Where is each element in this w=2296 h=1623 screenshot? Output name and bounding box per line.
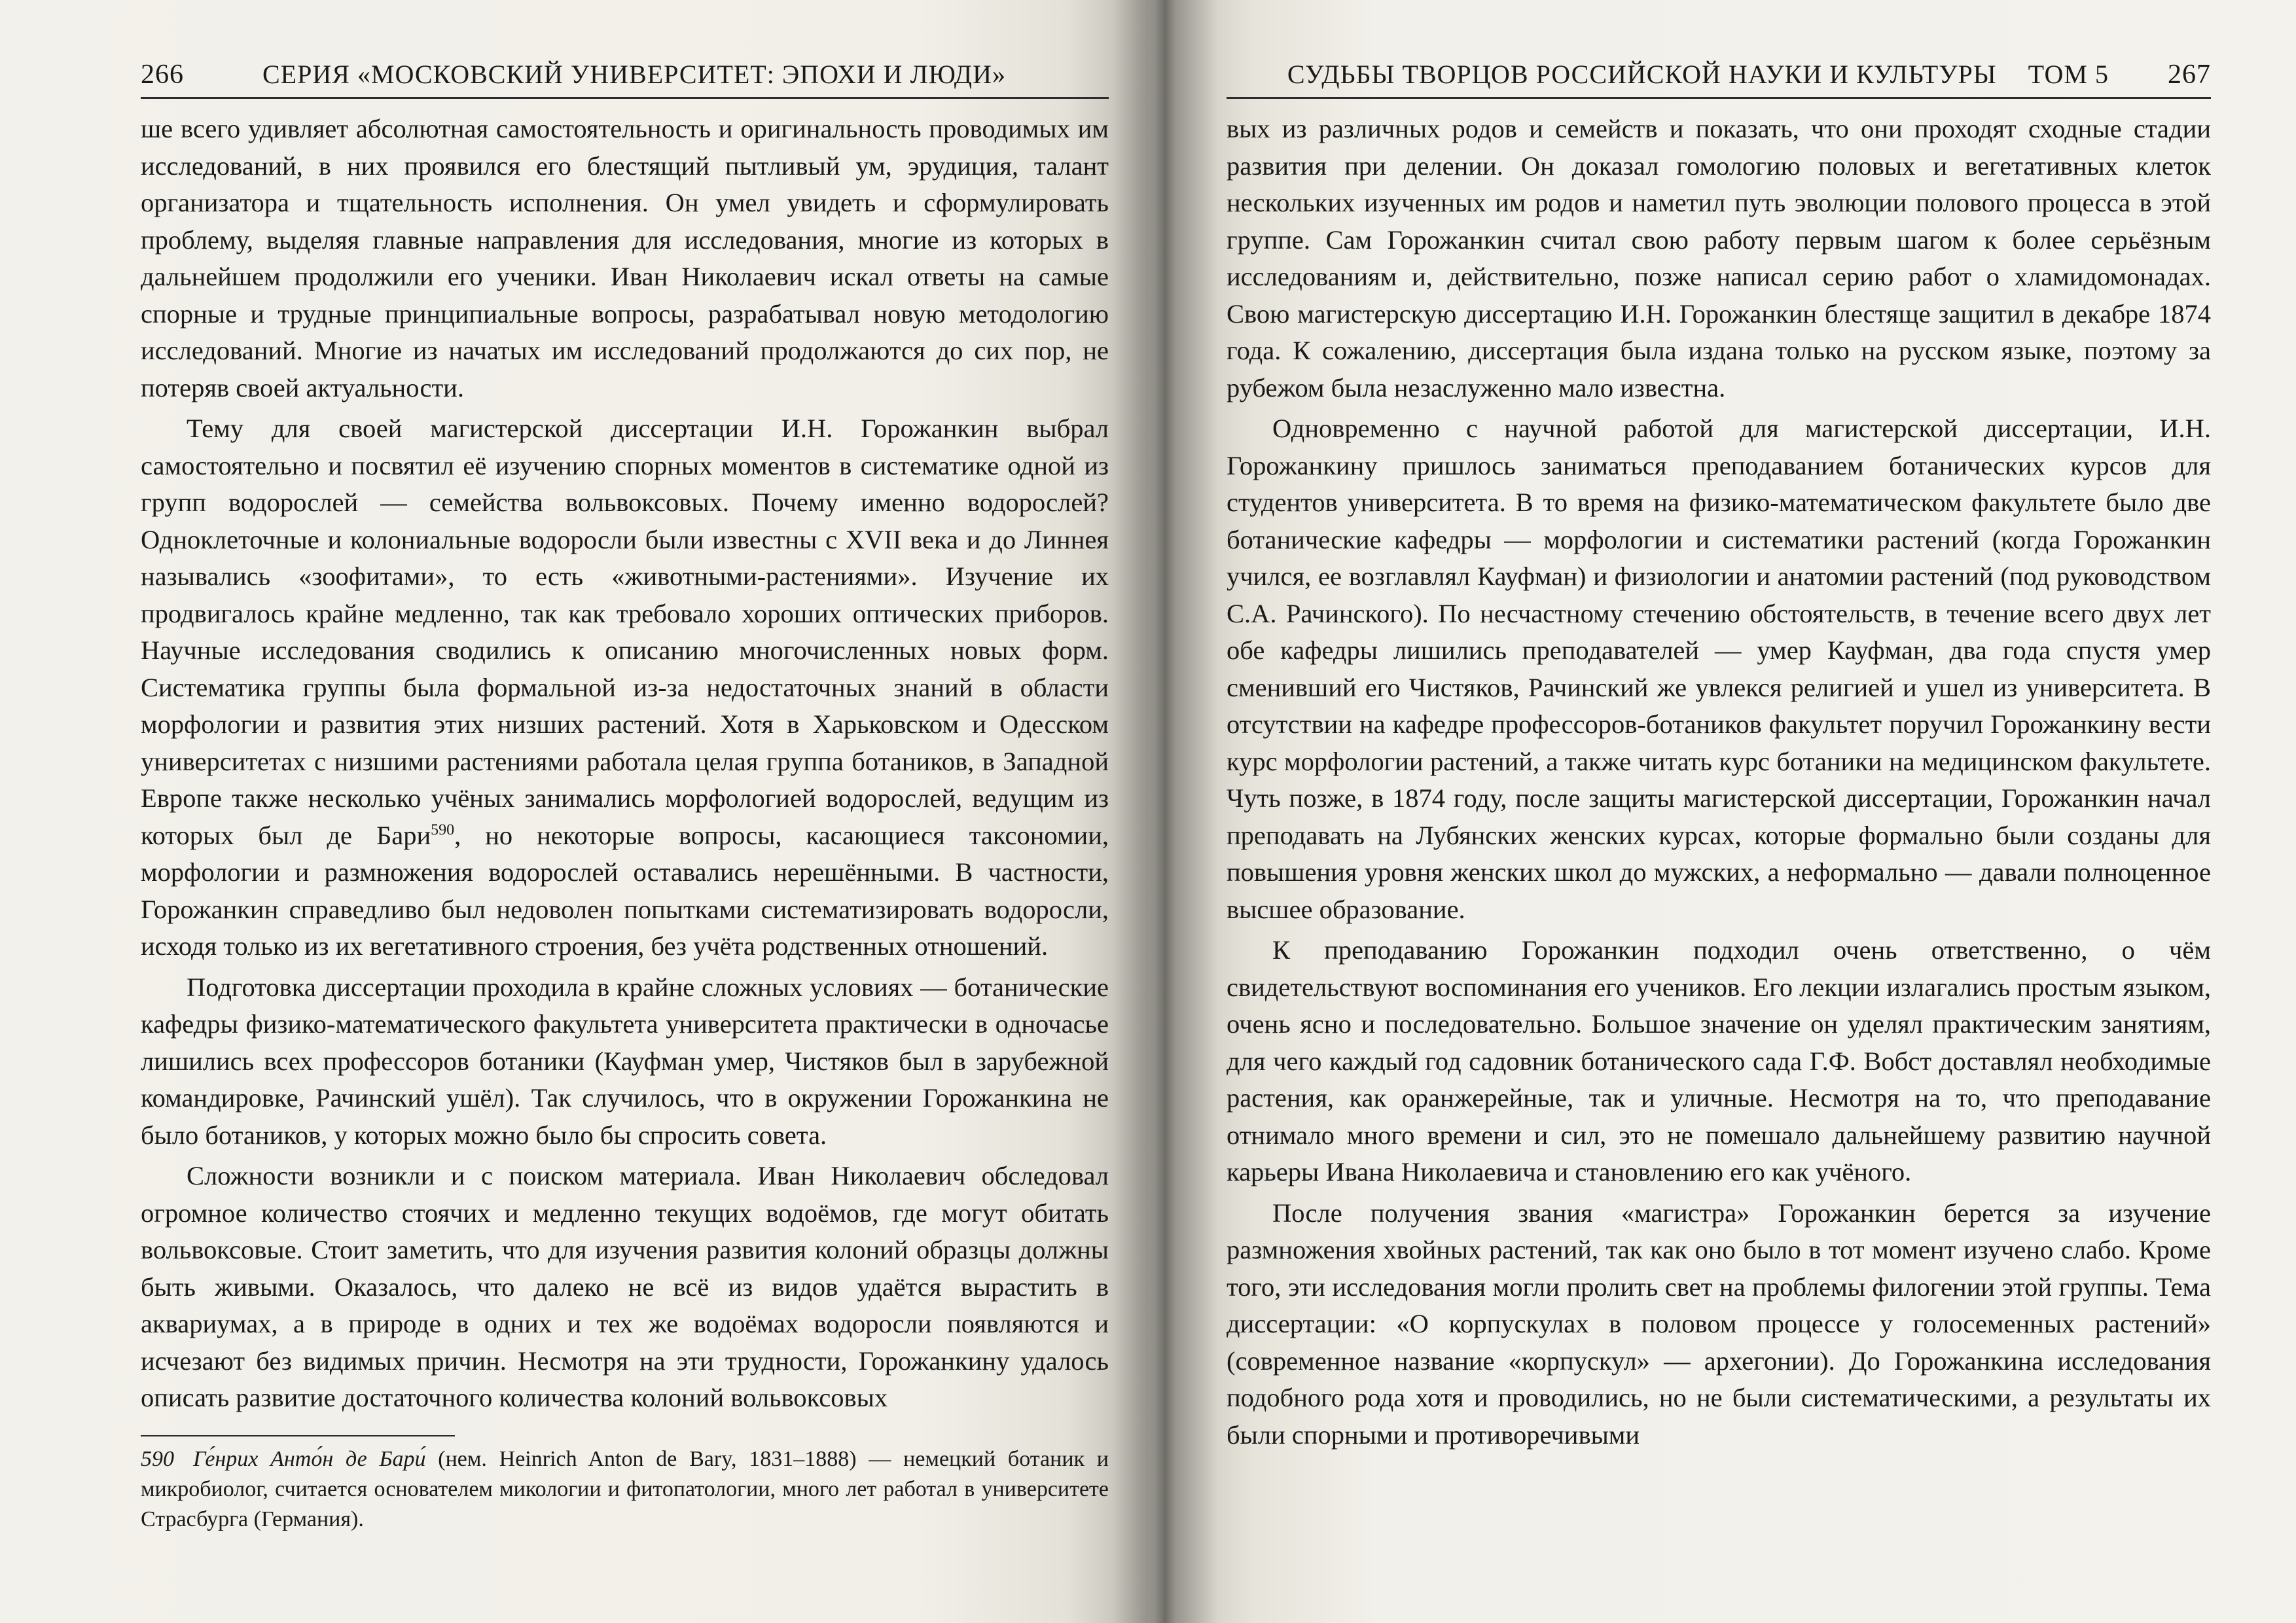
- left-paragraph-4: Сложности возникли и с поиском материала. Иван Николаевич обследовал огромное количество стоячих и медленно текущих водоёмов, где могут обитать вольвоксовые. Стоит заметить, что для изучения развития колоний образцы должны быть живыми. Оказалось, что далеко не всё из видов удаётся вырастить в аквариумах, а в природе в одних и тех же водоёмах водоросли появляются и исчезают без видимых причин. Несмотря на эти трудности, Горожанкину удалось описать развитие достаточного количества колоний вольвоксовых: [141, 1161, 1109, 1412]
- left-page-number: 266: [141, 60, 184, 90]
- right-paragraph-4: После получения звания «магистра» Горожанкин берется за изучение размножения хвойных растений, так как оно было в тот момент изучено слабо. Кроме того, эти исследования могли пролить свет на проблемы филогении этой группы. Тема диссертации: «О корпускулах в половом процессе у голосеменных растений» (современное название «корпускул» — архегонии). До Горожанкина исследования подобного рода хотя и проводились, но не были систематическими, а результаты их были спорными и противоречивыми: [1227, 1198, 2211, 1450]
- left-page-body: [141, 111, 1109, 1417]
- footnote-text: (нем. Heinrich Anton de Bary, 1831–1888) — немецкий ботаник и микробиолог, считается основателем микологии и фитопатологии, много лет работал в университете Страсбурга (Германия).: [141, 1446, 1109, 1531]
- right-running-header: [1227, 59, 2211, 99]
- footnote-ref-590: 590: [431, 821, 455, 838]
- left-running-header: [141, 59, 1109, 99]
- left-series-title: СЕРИЯ «МОСКОВСКИЙ УНИВЕРСИТЕТ: ЭПОХИ И ЛЮДИ»: [262, 60, 1006, 89]
- left-paragraph-3: Подготовка диссертации проходила в крайне сложных условиях — ботанические кафедры физико-математического факультета университета практически в одночасье лишились всех профессоров ботаники (Кауфман умер, Чистяков был в зарубежной командировке, Рачинский ушёл). Так случилось, что в окружении Горожанкина не было ботаников, у которых можно было бы спросить совета.: [141, 972, 1109, 1150]
- footnote-number: 590: [141, 1446, 174, 1471]
- right-volume: ТОМ 5: [2028, 60, 2109, 89]
- left-paragraph-2-text: Тему для своей магистерской диссертации И.Н. Горожанкин выбрал самостоятельно и посвятил её изучению спорных моментов в систематике одной из групп водорослей — семейства вольвоксовых. Почему именно водорослей? Одноклеточные и колониальные водоросли были известны с XVII века и до Линнея назывались «зоофитами», то есть «животными-растениями». Изучение их продвигалось крайне медленно, так как требовало хороших оптических приборов. Научные исследования сводились к описанию многочисленных новых форм. Систематика группы была формальной из-за недостаточных знаний в области морфологии и развития этих низших растений. Хотя в Харьковском и Одесском университетах с низшими растениями работала целая группа ботаников, в Западной Европе также несколько учёных занимались морфологией водорослей, ведущим из которых был де Бари: [141, 414, 1109, 850]
- right-page-number: 267: [2168, 60, 2211, 90]
- footnote-name: Ге́нрих Анто́н де Бари́: [193, 1446, 426, 1471]
- footnote-divider: [141, 1435, 455, 1436]
- right-page: [1148, 0, 2296, 1623]
- right-series-title: СУДЬБЫ ТВОРЦОВ РОССИЙСКОЙ НАУКИ И КУЛЬТУРЫ: [1287, 60, 1997, 89]
- right-page-body: [1227, 111, 2211, 1454]
- right-paragraph-3: К преподаванию Горожанкин подходил очень ответственно, о чём свидетельствуют воспоминания его учеников. Его лекции излагались простым языком, очень ясно и последовательно. Большое значение он уделял практическим занятиям, для чего каждый год садовник ботанического сада Г.Ф. Вобст доставлял необходимые растения, как оранжерейные, так и уличные. Несмотря на то, что преподавание отнимало много времени и сил, это не помешало дальнейшему развитию научной карьеры Ивана Николаевича и становлению его как учёного.: [1227, 935, 2211, 1186]
- right-paragraph-2: Одновременно с научной работой для магистерской диссертации, И.Н. Горожанкину пришлось заниматься преподаванием ботанических курсов для студентов университета. В то время на физико-математическом факультете было две ботанические кафедры — морфологии и систематики растений (когда Горожанкин учился, ее возглавлял Кауфман) и физиологии и анатомии растений (под руководством С.А. Рачинского). По несчастному стечению обстоятельств, в течение всего двух лет обе кафедры лишились преподавателей — умер Кауфман, два года спустя умер сменивший его Чистяков, Рачинский же увлекся религией и ушел из университета. В отсутствии на кафедре профессоров-ботаников факультет поручил Горожанкину вести курс морфологии растений, а также читать курс ботаники на медицинском факультете. Чуть позже, в 1874 году, после защиты магистерской диссертации, Горожанкин начал преподавать на Лубянских женских курсах, которые формально были созданы для повышения уровня женских школ до мужских, а неформально — давали полноценное высшее образование.: [1227, 414, 2211, 924]
- left-paragraph-1: ше всего удивляет абсолютная самостоятельность и оригинальность проводимых им исследований, в них проявился его блестящий пытливый ум, эрудиция, талант организатора и тщательность исполнения. Он умел увидеть и сформулировать проблему, выделяя главные направления для исследования, многие из которых в дальнейшем продолжили его ученики. Иван Николаевич искал ответы на самые спорные и трудные принципиальные вопросы, разрабатывал новую методологию исследований. Многие из начатых им исследований продолжаются до сих пор, не потеряв своей актуальности.: [141, 114, 1109, 402]
- right-paragraph-1: вых из различных родов и семейств и показать, что они проходят сходные стадии развития при делении. Он доказал гомологию половых и вегетативных клеток нескольких изученных им родов и наметил путь эволюции полового процесса в этой группе. Сам Горожанкин считал свою работу первым шагом к более серьёзным исследованиям и, действительно, позже написал серию работ о хламидомонадах. Свою магистерскую диссертацию И.Н. Горожанкин блестяще защитил в декабре 1874 года. К сожалению, диссертация была издана только на русском языке, поэтому за рубежом была незаслуженно мало известна.: [1227, 114, 2211, 402]
- left-paragraph-2-tail: , но некоторые вопросы, касающиеся таксономии, морфологии и размножения водорослей оставались нерешёнными. В частности, Горожанкин справедливо был недоволен попытками систематизировать водоросли, исходя только из их вегетативного строения, без учёта родственных отношений.: [141, 820, 1109, 961]
- left-paragraph-2: [141, 410, 1109, 965]
- footnote-590: [141, 1444, 1109, 1535]
